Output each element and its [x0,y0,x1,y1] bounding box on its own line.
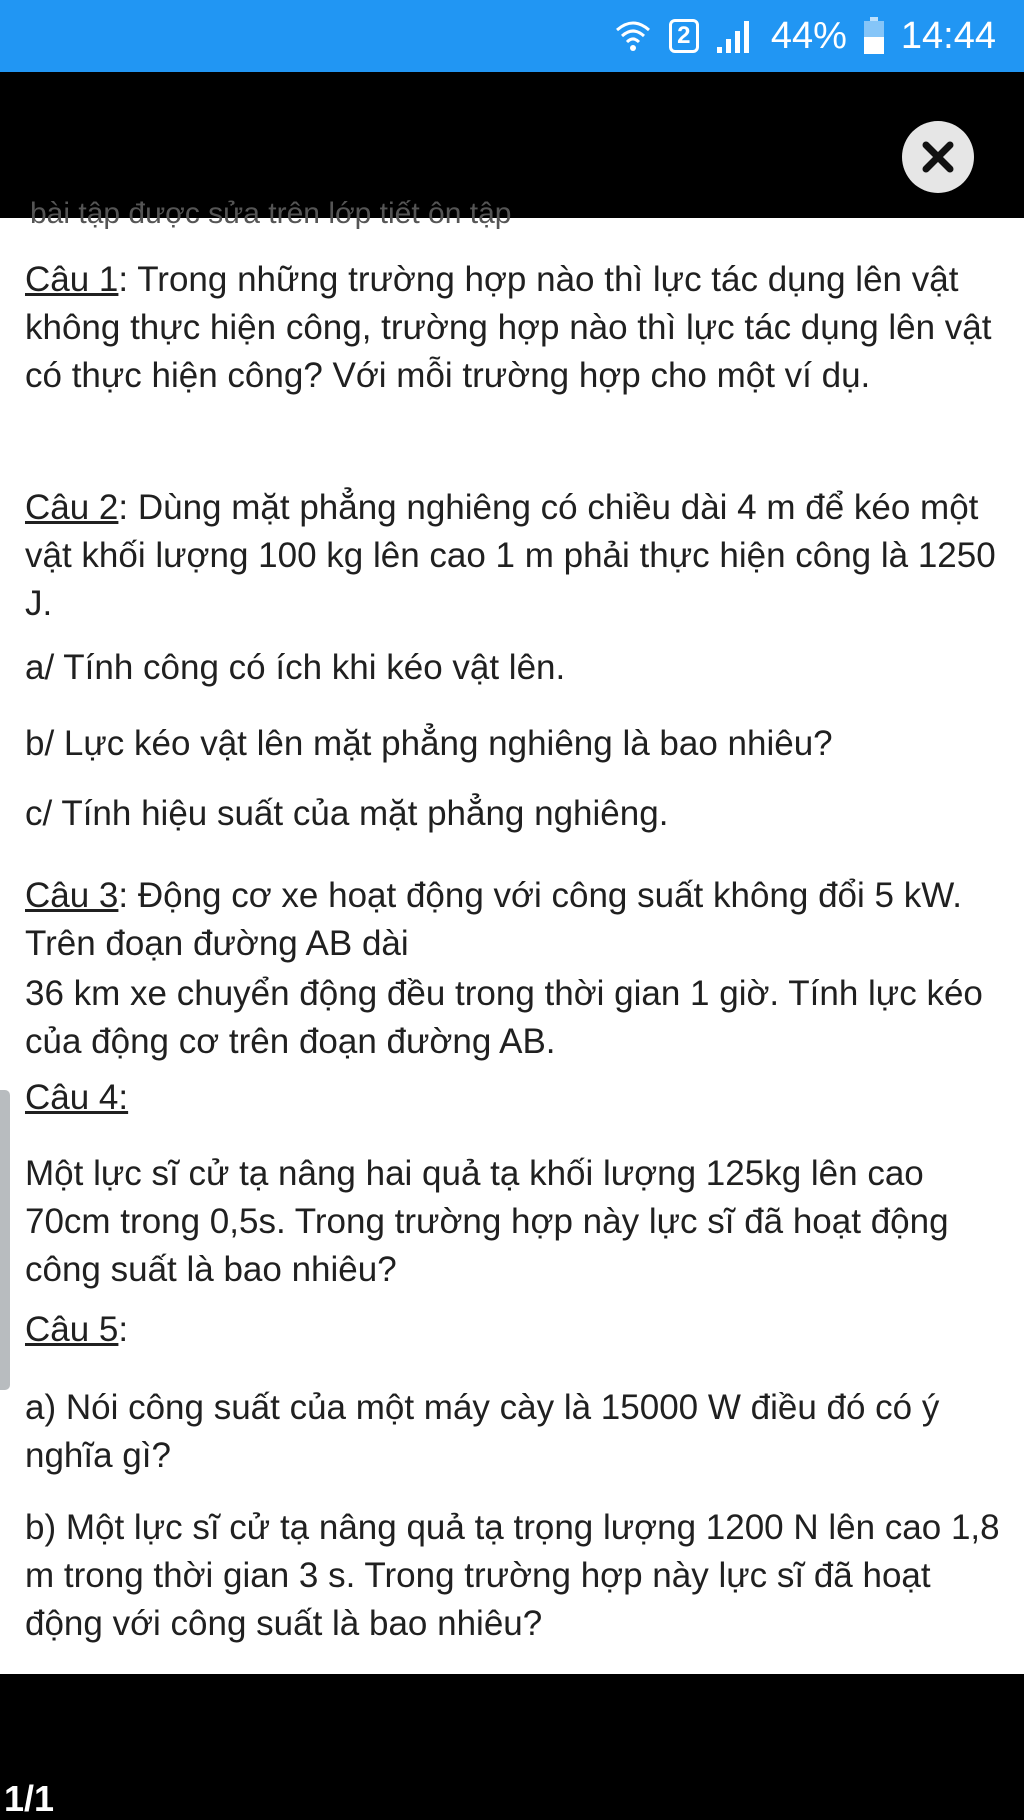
status-icons [613,0,996,72]
question-1-label: Câu 1 [25,260,119,299]
battery-icon [863,17,885,55]
question-4-heading [25,1074,1005,1122]
question-5-label: Câu 5 [25,1310,119,1349]
clock: 14:44 [900,14,996,57]
question-2-label: Câu 2 [25,488,119,527]
question-5-part-b: b) Một lực sĩ cử tạ nâng quả tạ trọng lượng 1200 N lên cao 1,8 m trong thời gian 3 s. Trong trường hợp này lực sĩ đã hoạt động với công suất là bao nhiêu? [25,1508,1000,1643]
question-2 [25,484,1005,628]
question-3 [25,872,985,968]
question-2-text: : Dùng mặt phẳng nghiêng có chiều dài 4 m để kéo một vật khối lượng 100 kg lên cao 1 m phải thực hiện công là 1250 J. [25,488,996,623]
question-3-label: Câu 3 [25,876,119,915]
wifi-icon [613,16,653,56]
question-2-part-b: b/ Lực kéo vật lên mặt phẳng nghiêng là bao nhiêu? [25,724,833,763]
question-2-part-a: a/ Tính công có ích khi kéo vật lên. [25,648,566,687]
question-5-part-a: a) Nói công suất của một máy cày là 15000 W điều đó có ý nghĩa gì? [25,1388,940,1475]
cut-off-line: bài tập được sửa trên lớp tiết ôn tập [30,197,512,230]
question-4-text: Một lực sĩ cử tạ nâng hai quả tạ khối lượng 125kg lên cao 70cm trong 0,5s. Trong trường hợp này lực sĩ đã hoạt động công suất là bao nhiêu? [25,1154,949,1289]
question-2-part-c: c/ Tính hiệu suất của mặt phẳng nghiêng. [25,794,669,833]
viewer-bottom-bar [0,1674,1024,1820]
question-4-label: Câu 4: [25,1078,129,1117]
question-1-text: : Trong những trường hợp nào thì lực tác dụng lên vật không thực hiện công, trường hợp nào thì lực tác dụng lên vật có thực hiện công? Với mỗi trường hợp cho một ví dụ. [25,260,992,395]
close-icon [918,137,958,177]
battery-percent: 44% [770,14,847,57]
question-3-line-1: : Động cơ xe hoạt động với công suất không đổi 5 kW. Trên đoạn đường AB dài [25,876,963,963]
question-1 [25,256,1005,400]
document-page [0,197,1024,1674]
question-3-line-2: 36 km xe chuyển động đều trong thời gian 1 giờ. Tính lực kéo của động cơ trên đoạn đường AB. [25,974,983,1061]
question-5-suffix: : [118,1310,129,1349]
question-5-heading [25,1306,1005,1354]
status-bar [0,0,1024,72]
sim-slot-badge: 2 [669,19,699,53]
page-indicator: 1/1 [4,1778,55,1819]
side-drawer-handle[interactable] [0,1090,10,1390]
close-button[interactable] [902,121,974,193]
signal-icon [715,17,755,55]
